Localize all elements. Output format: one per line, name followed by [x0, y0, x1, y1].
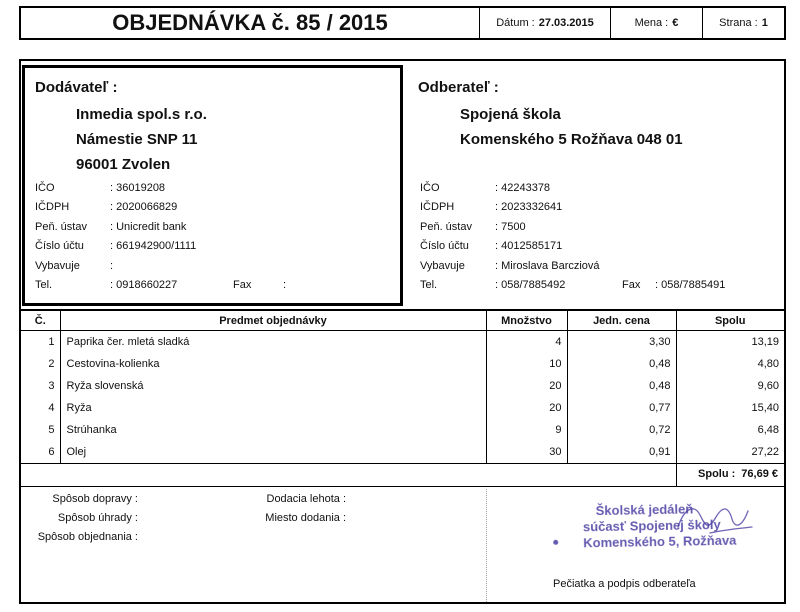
currency-cell	[610, 8, 702, 38]
quantity-cell: 10	[486, 353, 567, 375]
order-terms-right	[196, 490, 346, 528]
supplier-field-label: Číslo účtu	[35, 240, 84, 253]
supplier-field-value: : 661942900/1111	[110, 240, 197, 253]
line-total-cell: 13,19	[676, 331, 784, 354]
items-table	[21, 309, 784, 464]
customer-fax-value: : 058/7885491	[655, 279, 726, 291]
unit-price-cell: 0,91	[567, 441, 676, 464]
customer-heading: Odberateľ :	[418, 79, 499, 96]
item-name-cell: Ryža slovenská	[60, 375, 486, 397]
supplier-field-row	[35, 276, 196, 295]
item-name-cell: Olej	[60, 441, 486, 464]
customer-field-label: Vybavuje	[420, 259, 465, 272]
column-header-quantity: Množstvo	[486, 310, 567, 331]
grand-total-value: 76,69 €	[741, 468, 778, 480]
line-total-cell: 15,40	[676, 397, 784, 419]
line-total-cell: 9,60	[676, 375, 784, 397]
stamp-mark	[553, 540, 558, 545]
supplier-field-label: IČO	[35, 182, 55, 194]
column-header-item: Predmet objednávky	[60, 310, 486, 331]
supplier-street: Námestie SNP 11	[76, 131, 198, 148]
total-row	[21, 464, 784, 487]
items-table-header	[21, 310, 784, 331]
table-row	[21, 441, 784, 464]
supplier-field-value: : 2020066829	[110, 201, 178, 214]
supplier-field-value: : 36019208	[110, 182, 166, 194]
supplier-field-row	[35, 257, 196, 276]
delivery-term-label: Dodacia lehota :	[266, 493, 346, 505]
customer-field-label: Tel.	[420, 278, 438, 291]
row-number-cell: 4	[48, 402, 55, 414]
order-terms-left	[10, 490, 138, 547]
order-header	[19, 6, 786, 40]
column-header-unit-price: Jedn. cena	[567, 310, 676, 331]
shipping-method-label: Spôsob dopravy :	[52, 493, 138, 505]
supplier-field-label: Tel.	[35, 278, 53, 291]
page-value: 1	[761, 17, 768, 29]
quantity-cell: 9	[486, 419, 567, 441]
stamp-line-1: Školská jedáleň	[595, 501, 694, 519]
customer-field-value: : 2023332641	[495, 201, 563, 214]
item-name-cell: Cestovina-kolienka	[60, 353, 486, 375]
column-header-total: Spolu	[676, 310, 784, 331]
supplier-details	[35, 179, 196, 295]
customer-name: Spojená škola	[460, 106, 561, 123]
customer-field-label: IČO	[420, 182, 440, 194]
page-label: Strana :	[719, 17, 758, 29]
customer-field-row	[420, 237, 600, 256]
supplier-heading: Dodávateľ :	[35, 79, 118, 96]
unit-price-cell: 0,77	[567, 397, 676, 419]
customer-field-value: : Miroslava Barcziová	[495, 259, 600, 272]
date-value: 27.03.2015	[538, 17, 594, 29]
unit-price-cell: 0,48	[567, 353, 676, 375]
line-total-cell: 27,22	[676, 441, 784, 464]
line-total-cell: 6,48	[676, 419, 784, 441]
table-row	[21, 397, 784, 419]
supplier-field-row	[35, 198, 196, 217]
customer-field-value: : 42243378	[495, 182, 551, 194]
supplier-field-value: : Unicredit bank	[110, 220, 187, 233]
payment-method-label: Spôsob úhrady :	[57, 512, 138, 524]
supplier-name: Inmedia spol.s r.o.	[76, 106, 207, 123]
row-number-cell: 6	[21, 441, 60, 464]
currency-value: €	[672, 17, 679, 29]
row-number-cell: 3	[48, 380, 55, 392]
supplier-field-label: IČDPH	[35, 201, 70, 214]
supplier-city: 96001 Zvolen	[76, 156, 171, 173]
customer-field-row	[420, 218, 600, 237]
customer-field-value: : 4012585171	[495, 240, 563, 253]
page-number-cell	[702, 8, 784, 38]
quantity-cell: 20	[486, 375, 567, 397]
customer-field-label: Peň. ústav	[420, 220, 472, 233]
customer-fax-label: Fax	[622, 279, 641, 291]
quantity-cell: 30	[486, 441, 567, 464]
stamp-line-3: Komenského 5, Rožňava	[583, 532, 737, 551]
unit-price-cell: 0,48	[567, 375, 676, 397]
customer-field-row	[420, 198, 600, 217]
item-name-cell: Paprika čer. mletá sladká	[60, 331, 486, 354]
supplier-field-label: Vybavuje	[35, 259, 80, 272]
supplier-field-label: Peň. ústav	[35, 220, 87, 233]
customer-field-row	[420, 179, 600, 198]
unit-price-cell: 0,72	[567, 419, 676, 441]
supplier-fax-label: Fax	[233, 279, 252, 291]
signature-scribble	[670, 497, 760, 541]
row-number-cell: 2	[48, 358, 55, 370]
quantity-cell: 20	[486, 397, 567, 419]
item-name-cell: Strúhanka	[60, 419, 486, 441]
supplier-field-value: : 0918660227	[110, 278, 178, 291]
customer-address: Komenského 5 Rožňava 048 01	[460, 131, 683, 148]
grand-total-label: Spolu :	[698, 468, 736, 480]
quantity-cell: 4	[486, 331, 567, 354]
supplier-field-value: :	[110, 259, 114, 272]
customer-field-row	[420, 276, 600, 295]
stamp-line-2: súčasť Spojenej školy	[582, 516, 721, 535]
signature-caption: Pečiatka a podpis odberateľa	[553, 578, 696, 590]
customer-details	[420, 179, 600, 295]
supplier-field-row	[35, 237, 196, 256]
date-cell	[479, 8, 610, 38]
table-row	[21, 331, 784, 354]
signature-area-divider	[486, 489, 487, 602]
unit-price-cell: 3,30	[567, 331, 676, 354]
item-name-cell: Ryža	[60, 397, 486, 419]
currency-label: Mena :	[634, 17, 669, 29]
supplier-field-row	[35, 179, 196, 198]
supplier-block	[22, 65, 403, 306]
row-number-cell: 1	[48, 336, 55, 348]
date-label: Dátum :	[496, 17, 535, 29]
column-header-number: Č.	[21, 310, 60, 331]
supplier-field-row	[35, 218, 196, 237]
customer-field-value: : 7500	[495, 220, 526, 233]
table-row	[21, 353, 784, 375]
order-method-label: Spôsob objednania :	[37, 531, 138, 543]
delivery-place-label: Miesto dodania :	[265, 512, 346, 524]
order-title: OBJEDNÁVKA č. 85 / 2015	[112, 10, 388, 35]
supplier-fax-value: :	[283, 279, 287, 291]
customer-field-label: IČDPH	[420, 201, 455, 214]
table-row	[21, 375, 784, 397]
table-row	[21, 419, 784, 441]
customer-block	[408, 68, 778, 306]
customer-field-label: Číslo účtu	[420, 240, 469, 253]
row-number-cell: 5	[48, 424, 55, 436]
items-table-body	[21, 331, 784, 464]
customer-field-value: : 058/7885492	[495, 278, 566, 291]
line-total-cell: 4,80	[676, 353, 784, 375]
grand-total-cell	[676, 464, 784, 486]
customer-field-row	[420, 257, 600, 276]
